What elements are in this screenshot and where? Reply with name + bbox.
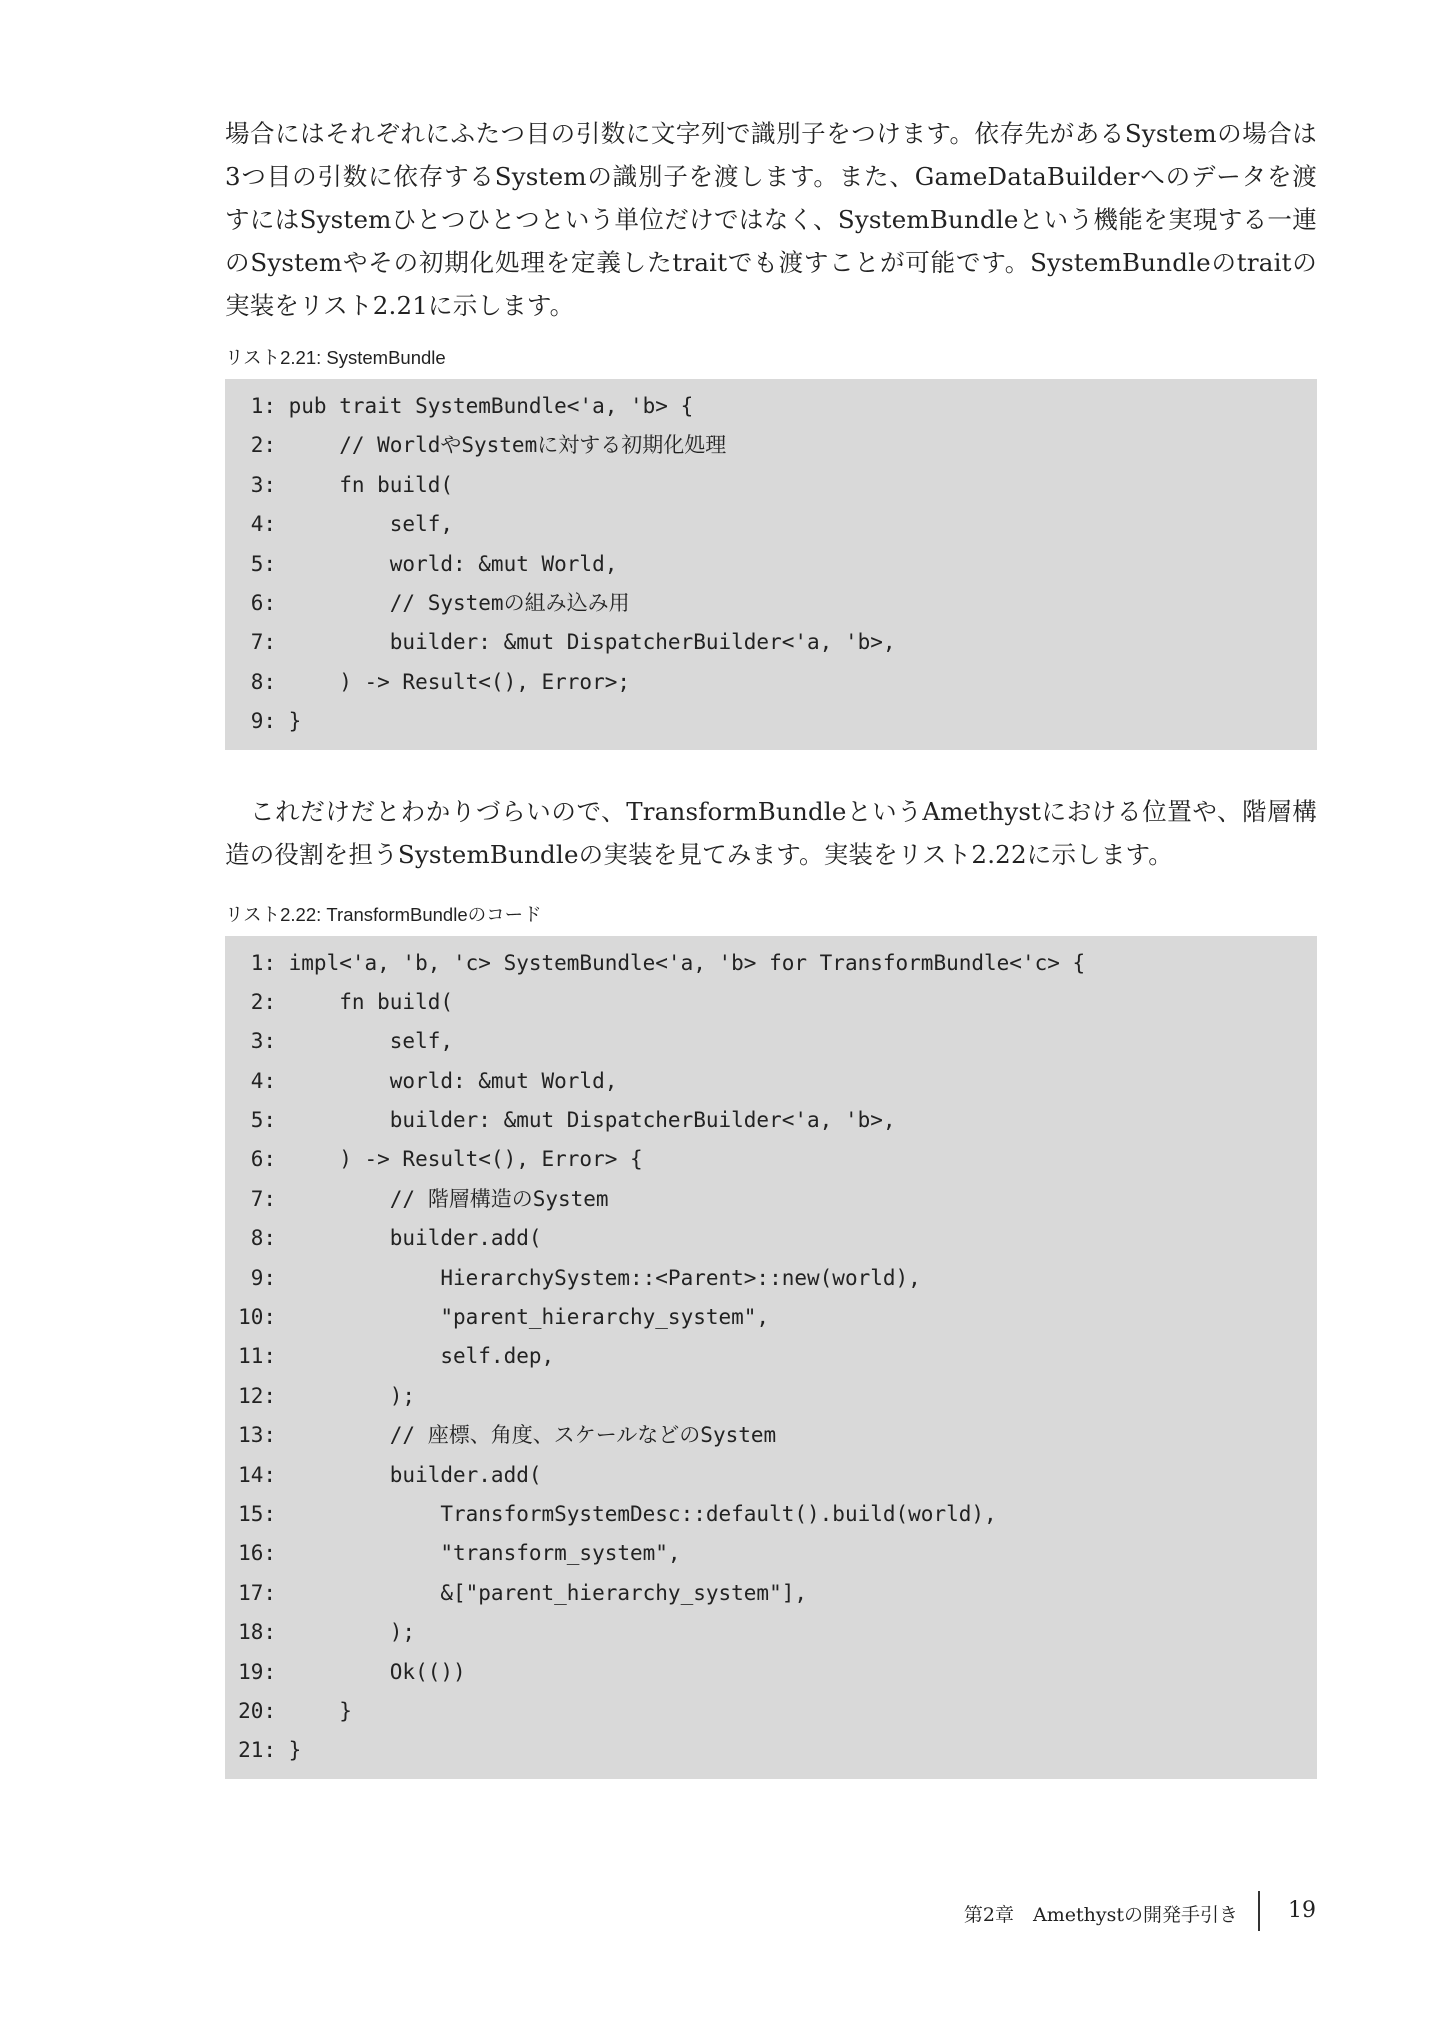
line-number: 8: <box>250 669 276 694</box>
page-content <box>225 112 1317 1779</box>
code-line <box>225 584 1317 623</box>
code-text: } <box>276 1738 302 1763</box>
code-text: builder: &mut DispatcherBuilder<'a, 'b>, <box>276 630 896 655</box>
code-line <box>225 1731 1317 1770</box>
line-number: 19: <box>238 1659 276 1684</box>
listing-caption: リスト2.21: SystemBundle <box>225 347 446 368</box>
line-number: 8: <box>250 1226 276 1251</box>
code-line <box>225 1101 1317 1140</box>
line-number: 1: <box>250 950 276 975</box>
body-paragraph: 場合にはそれぞれにふたつ目の引数に文字列で識別子をつけます。依存先があるSystemの場合は3つ目の引数に依存するSystemの識別子を渡します。また、GameDataBuilderへのデータを渡すにはSystemひとつひとつという単位だけではなく、SystemBundleという機能を実現する一連のSystemやその初期化処理を定義したtraitでも渡すことが可能です。SystemBundleのtraitの実装をリスト2.21に示します。 <box>225 119 1317 320</box>
line-number: 5: <box>250 551 276 576</box>
code-line <box>225 983 1317 1022</box>
code-line <box>225 466 1317 505</box>
code-text: self.dep, <box>276 1344 555 1369</box>
code-line <box>225 1022 1317 1061</box>
code-text: builder.add( <box>276 1462 542 1487</box>
line-number: 5: <box>250 1108 276 1133</box>
code-text: self, <box>276 1029 454 1054</box>
line-number: 12: <box>238 1383 276 1408</box>
code-text: TransformSystemDesc::default().build(world), <box>276 1501 997 1526</box>
code-text: // Systemの組み込み用 <box>276 590 630 615</box>
code-line <box>225 505 1317 544</box>
code-line <box>225 663 1317 702</box>
code-line <box>225 1298 1317 1337</box>
code-text: // WorldやSystemに対する初期化処理 <box>276 433 727 458</box>
line-number: 6: <box>250 590 276 615</box>
code-text: builder: &mut DispatcherBuilder<'a, 'b>, <box>276 1108 896 1133</box>
code-text: Ok(()) <box>276 1659 466 1684</box>
code-line <box>225 1574 1317 1613</box>
line-number: 7: <box>250 1186 276 1211</box>
code-text: // 座標、角度、スケールなどのSystem <box>276 1423 777 1448</box>
code-text: } <box>276 1698 352 1723</box>
code-text: fn build( <box>276 472 454 497</box>
code-line <box>225 1534 1317 1573</box>
line-number: 2: <box>250 989 276 1014</box>
body-paragraph: これだけだとわかりづらいので、TransformBundleというAmethystにおける位置や、階層構造の役割を担うSystemBundleの実装を見てみます。実装をリスト2.22に示します。 <box>225 796 1317 869</box>
running-footer-chapter: 第2章 Amethystの開発手引き <box>963 1904 1238 1926</box>
code-text: "transform_system", <box>276 1541 681 1566</box>
line-number: 6: <box>250 1147 276 1172</box>
line-number: 4: <box>250 1068 276 1093</box>
code-text: fn build( <box>276 989 454 1014</box>
code-line <box>225 1337 1317 1376</box>
line-number: 13: <box>238 1423 276 1448</box>
line-number: 20: <box>238 1698 276 1723</box>
code-line <box>225 1495 1317 1534</box>
code-line <box>225 1062 1317 1101</box>
line-number: 9: <box>250 1265 276 1290</box>
code-text: world: &mut World, <box>276 1068 618 1093</box>
line-number: 18: <box>238 1620 276 1645</box>
code-line <box>225 623 1317 662</box>
code-line <box>225 1140 1317 1179</box>
line-number: 21: <box>238 1738 276 1763</box>
code-line <box>225 1456 1317 1495</box>
code-line <box>225 426 1317 465</box>
line-number: 3: <box>250 472 276 497</box>
line-number: 14: <box>238 1462 276 1487</box>
code-line <box>225 702 1317 741</box>
code-text: ); <box>276 1383 416 1408</box>
line-number: 3: <box>250 1029 276 1054</box>
code-text: impl<'a, 'b, 'c> SystemBundle<'a, 'b> for TransformBundle<'c> { <box>276 950 1086 975</box>
code-text: "parent_hierarchy_system", <box>276 1305 770 1330</box>
code-text: // 階層構造のSystem <box>276 1186 609 1211</box>
code-line <box>225 1377 1317 1416</box>
line-number: 4: <box>250 512 276 537</box>
line-number: 16: <box>238 1541 276 1566</box>
code-text: &["parent_hierarchy_system"], <box>276 1580 808 1605</box>
line-number: 9: <box>250 709 276 734</box>
code-text: HierarchySystem::<Parent>::new(world), <box>276 1265 921 1290</box>
line-number: 2: <box>250 433 276 458</box>
line-number: 17: <box>238 1580 276 1605</box>
code-line <box>225 1219 1317 1258</box>
footer-divider <box>1258 1891 1260 1931</box>
code-line <box>225 387 1317 426</box>
code-line <box>225 1180 1317 1219</box>
code-text: self, <box>276 512 454 537</box>
line-number: 10: <box>238 1305 276 1330</box>
code-text: builder.add( <box>276 1226 542 1251</box>
code-line <box>225 944 1317 983</box>
code-line <box>225 545 1317 584</box>
code-text: } <box>276 709 302 734</box>
code-line <box>225 1613 1317 1652</box>
code-text: pub trait SystemBundle<'a, 'b> { <box>276 394 694 418</box>
line-number: 15: <box>238 1501 276 1526</box>
line-number: 1: <box>250 394 276 418</box>
listing-caption: リスト2.22: TransformBundleのコード <box>225 903 542 925</box>
code-listing <box>225 379 1317 750</box>
page-number: 19 <box>1288 1898 1316 1923</box>
line-number: 11: <box>238 1344 276 1369</box>
code-text: world: &mut World, <box>276 551 618 576</box>
code-text: ) -> Result<(), Error>; <box>276 669 631 694</box>
code-line <box>225 1692 1317 1731</box>
code-line <box>225 1259 1317 1298</box>
code-line <box>225 1653 1317 1692</box>
page-footer <box>0 1896 1433 1936</box>
line-number: 7: <box>250 630 276 655</box>
code-listing <box>225 936 1317 1779</box>
code-text: ) -> Result<(), Error> { <box>276 1147 643 1172</box>
code-line <box>225 1416 1317 1455</box>
code-text: ); <box>276 1620 416 1645</box>
